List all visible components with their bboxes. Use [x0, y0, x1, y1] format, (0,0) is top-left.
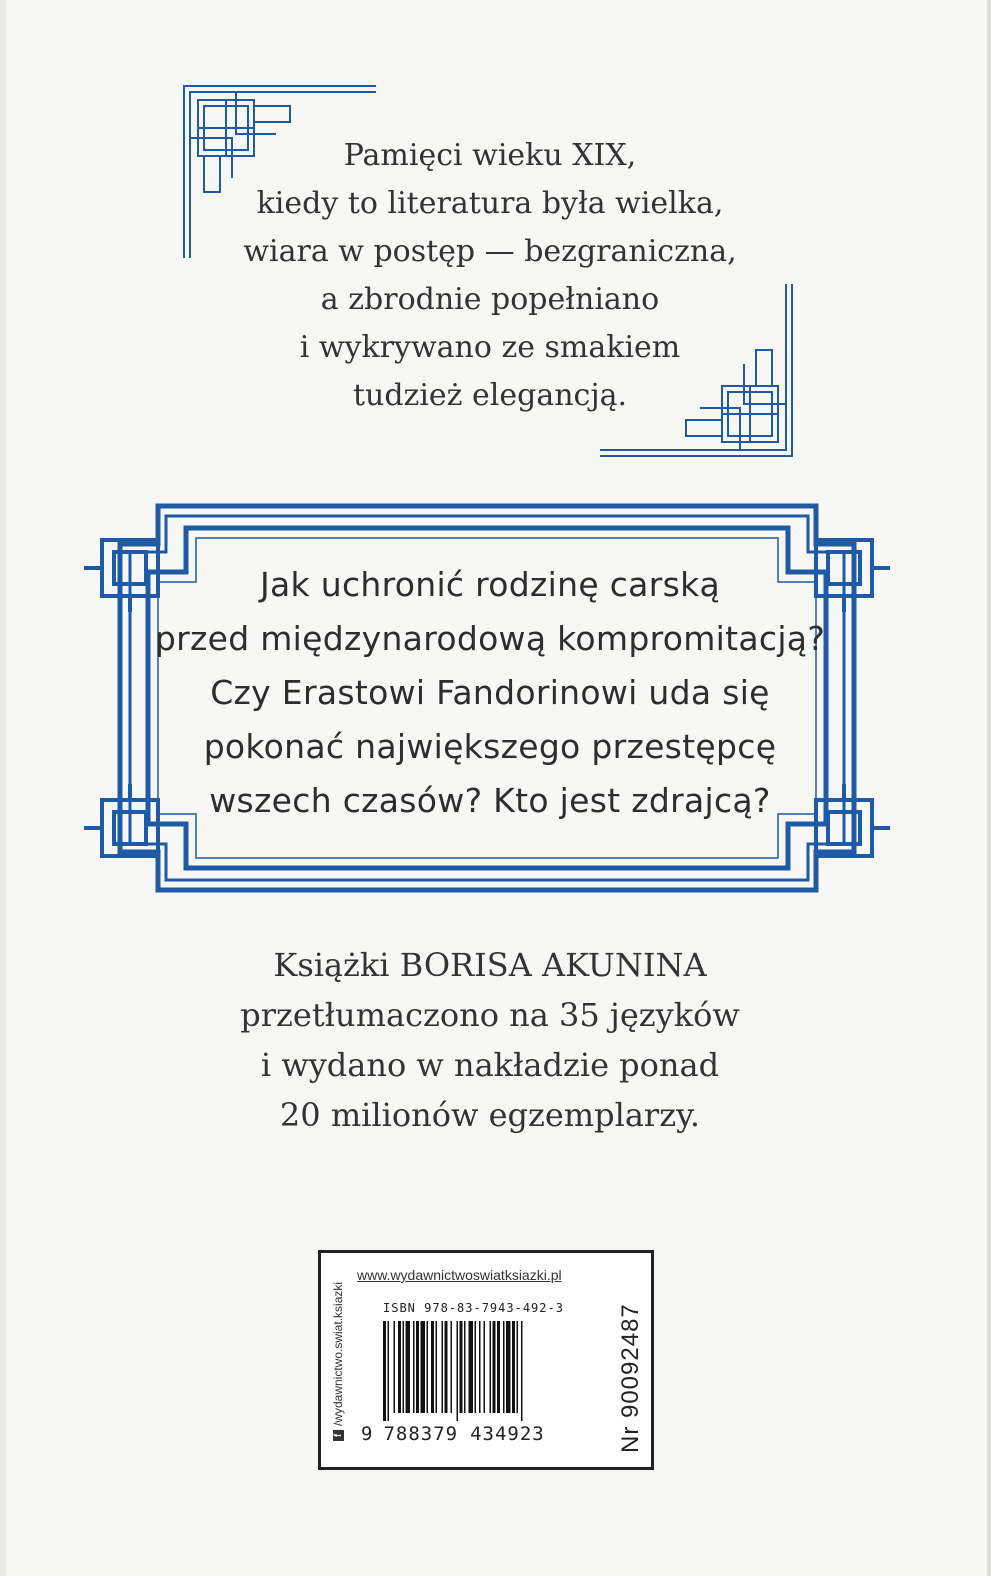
question-line: wszech czasów? Kto jest zdrajcą? — [209, 781, 771, 820]
barcode-bar — [521, 1321, 523, 1421]
barcode-bar — [445, 1321, 448, 1413]
question-line: Jak uchronić rodzinę carską — [259, 565, 720, 604]
barcode-bar — [403, 1321, 405, 1413]
ean-first-digit: 9 — [361, 1423, 374, 1445]
barcode-bar — [398, 1321, 401, 1413]
barcode-bar — [479, 1321, 481, 1413]
barcode-bar — [394, 1321, 396, 1413]
epigraph-line: i wykrywano ze smakiem — [299, 330, 681, 365]
barcode-bar — [406, 1321, 411, 1413]
barcode-bar — [451, 1321, 453, 1413]
question-line: przed międzynarodową kompromitacją? — [154, 619, 826, 658]
barcode-bar — [421, 1321, 426, 1413]
question-line: Czy Erastowi Fandorinowi uda się — [210, 673, 770, 712]
ean-digits — [361, 1423, 545, 1445]
barcode-bar — [493, 1321, 496, 1413]
barcode-bar — [464, 1321, 466, 1413]
epigraph-line: tudzież elegancją. — [352, 378, 628, 413]
barcode-bar — [503, 1321, 505, 1413]
barcode-bar — [506, 1321, 511, 1413]
barcode-bar — [497, 1321, 500, 1413]
barcode-bar — [436, 1321, 438, 1413]
question-line: pokonać największego przestępcę — [203, 727, 777, 766]
barcode-bar — [383, 1321, 386, 1421]
about-line: przetłumaczono na 35 języków — [240, 996, 740, 1034]
barcode-bar — [475, 1321, 477, 1413]
barcode-bar — [460, 1321, 463, 1413]
barcode-bar — [484, 1321, 486, 1413]
about-line: 20 milionów egzemplarzy. — [279, 1096, 701, 1134]
epigraph-line: wiara w postęp — bezgraniczna, — [243, 234, 737, 269]
epigraph-line: kiedy to literatura była wielka, — [256, 186, 724, 221]
blurb-question — [140, 558, 840, 828]
barcode-bar — [427, 1321, 429, 1413]
barcode-bar — [512, 1321, 515, 1413]
barcode-bar — [388, 1321, 390, 1421]
knot-corner-ornament-bottom-right — [596, 280, 796, 460]
website-link[interactable]: www.wydawnictwoswiatksiazki.pl — [357, 1267, 562, 1283]
barcode-bar — [413, 1321, 415, 1413]
barcode-bar — [442, 1321, 444, 1413]
epigraph-line: a zbrodnie popełniano — [320, 282, 660, 317]
product-number: Nr 90092487 — [617, 1303, 644, 1453]
facebook-link[interactable] — [331, 1282, 345, 1441]
barcode-bar — [490, 1321, 492, 1413]
barcode-bars — [383, 1321, 593, 1421]
ean-right-group: 434923 — [470, 1423, 545, 1445]
facebook-url: /wydawnictwo.swiat.ksiazki — [331, 1281, 345, 1426]
barcode-bar — [431, 1321, 434, 1413]
author-info — [180, 940, 800, 1140]
ean-left-group: 788379 — [383, 1423, 459, 1445]
isbn-number: ISBN 978-83-7943-492-3 — [383, 1301, 564, 1315]
facebook-icon: f — [333, 1430, 344, 1441]
barcode-bar — [416, 1321, 419, 1413]
barcode-bar — [457, 1321, 459, 1421]
about-line: Książki BORISA AKUNINA — [273, 946, 707, 984]
about-line: i wydano w nakładzie ponad — [260, 1046, 720, 1084]
barcode-box — [318, 1250, 654, 1470]
barcode-bar — [517, 1321, 519, 1413]
barcode-bar — [469, 1321, 474, 1413]
epigraph-line: Pamięci wieku XIX, — [343, 138, 637, 173]
